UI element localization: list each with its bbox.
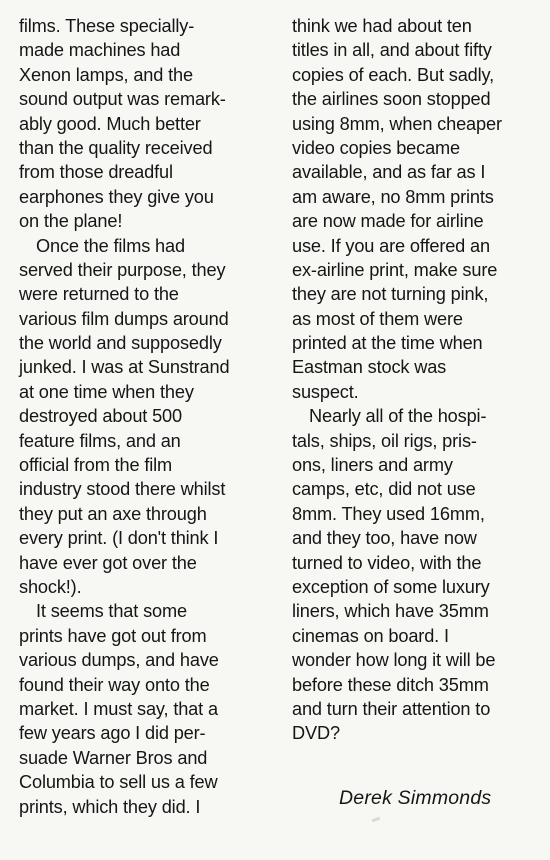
article-line: copies of each. But sadly, [292, 64, 495, 85]
article-line: were returned to the [19, 284, 179, 305]
article-line: are now made for airline [292, 211, 484, 232]
article-left-column [19, 14, 277, 819]
article-line: various film dumps around [19, 308, 229, 329]
article-line: junked. I was at Sunstrand [19, 357, 230, 378]
article-line: from those dreadful [19, 162, 173, 183]
article-line: wonder how long it will be [292, 650, 496, 671]
article-line: Columbia to sell us a few [19, 772, 218, 793]
article-line: exception of some luxury [292, 576, 490, 597]
article-line: industry stood there whilst [19, 479, 226, 500]
article-line: prints, which they did. I [19, 796, 201, 817]
article-line: found their way onto the [19, 674, 210, 695]
article-line: as most of them were [292, 308, 463, 329]
article-line: Eastman stock was [292, 357, 447, 378]
article-line: use. If you are offered an [292, 235, 490, 256]
article-line: DVD? [292, 723, 340, 744]
article-line: camps, etc, did not use [292, 479, 476, 500]
article-line: titles in all, and about fifty [292, 40, 492, 61]
article-line: have ever got over the [19, 552, 197, 573]
article-line: suade Warner Bros and [19, 747, 208, 768]
article-line: and they too, have now [292, 528, 477, 549]
article-line: made machines had [19, 40, 181, 61]
article-line: It seems that some [36, 601, 187, 622]
article-line: served their purpose, they [19, 259, 226, 280]
article-right-column [292, 14, 538, 746]
article-line: films. These specially- [19, 16, 195, 36]
article-line: various dumps, and have [19, 650, 219, 671]
article-line: cinemas on board. I [292, 625, 449, 646]
article-line: am aware, no 8mm prints [292, 186, 494, 207]
article-line: sound output was remark- [19, 89, 226, 110]
article-line: market. I must say, that a [19, 698, 218, 719]
article-line: ons, liners and army [292, 455, 453, 476]
article-line: on the plane! [19, 211, 123, 232]
article-line: the airlines soon stopped [292, 89, 491, 110]
article-line: using 8mm, when cheaper [292, 113, 502, 134]
article-line: feature films, and an [19, 430, 181, 451]
article-line: official from the film [19, 455, 173, 476]
article-line: ably good. Much better [19, 113, 201, 134]
article-line: liners, which have 35mm [292, 601, 489, 622]
article-line: Xenon lamps, and the [19, 64, 193, 85]
article-line: few years ago I did per- [19, 723, 206, 744]
article-line: 8mm. They used 16mm, [292, 503, 485, 524]
article-line: they are not turning pink, [292, 284, 489, 305]
article-line: suspect. [292, 381, 359, 402]
article-line: Once the films had [36, 235, 185, 256]
article-line: think we had about ten [292, 16, 472, 36]
article-line: before these ditch 35mm [292, 674, 489, 695]
article-line: every print. (I don't think I [19, 528, 219, 549]
article-line: the world and supposedly [19, 333, 222, 354]
author-signature: Derek Simmonds [339, 787, 492, 809]
article-line: they put an axe through [19, 503, 207, 524]
article-line: video copies became [292, 137, 461, 158]
article-line: than the quality received [19, 137, 213, 158]
article-line: tals, ships, oil rigs, pris- [292, 430, 477, 451]
article-line: earphones they give you [19, 186, 214, 207]
article-line: turned to video, with the [292, 552, 482, 573]
article-line: ex-airline print, make sure [292, 259, 498, 280]
article-line: printed at the time when [292, 333, 483, 354]
scan-mark [372, 817, 381, 823]
article-line: prints have got out from [19, 625, 207, 646]
article-line: destroyed about 500 [19, 406, 182, 427]
article-line: Nearly all of the hospi- [309, 406, 487, 427]
article-line: available, and as far as I [292, 162, 486, 183]
article-line: at one time when they [19, 381, 194, 402]
article-line: shock!). [19, 576, 82, 597]
article-line: and turn their attention to [292, 698, 491, 719]
